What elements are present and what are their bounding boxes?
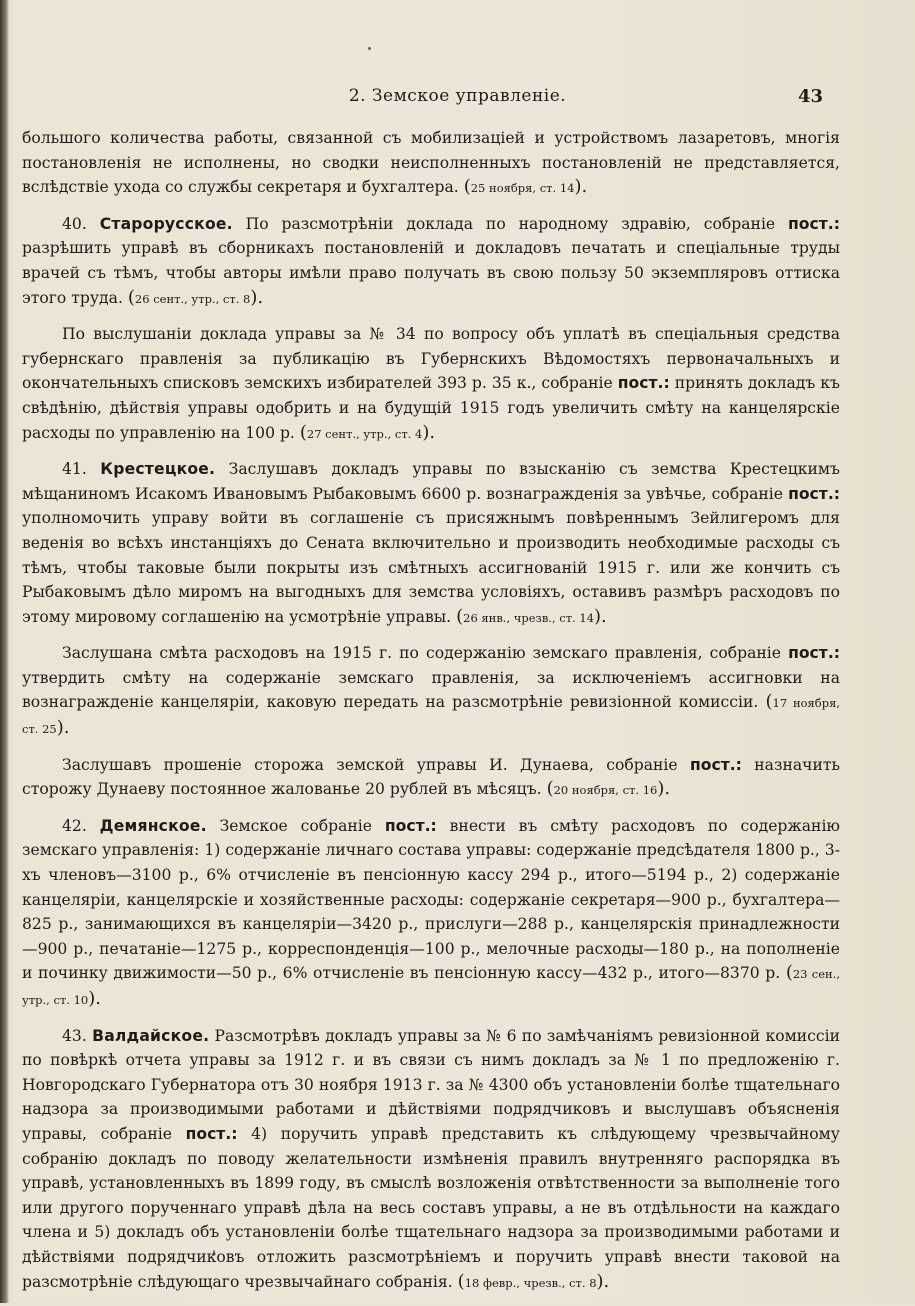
section-number: 42. [62, 816, 87, 835]
ref-paren: ). [422, 421, 436, 443]
section-number: 41. [62, 460, 87, 479]
paper-speck [368, 47, 371, 50]
resolution-marker: пост.: [788, 484, 840, 503]
session-reference: 20 ноября, ст. 16 [553, 783, 658, 798]
session-reference: 26 сент., утр., ст. 8 [134, 291, 251, 306]
ref-paren: ). [250, 286, 264, 308]
paragraph [22, 457, 840, 630]
section-heading: Крестецкое. [100, 460, 216, 479]
ref-paren: ( [765, 691, 773, 713]
paragraph-text: принять докладъ къ свѣдѣнію, дѣйствія управы одобрить и на будущій 1915 годъ увеличить смѣту на канцелярскіе расходы по управленію на 100 р. [22, 374, 840, 442]
paragraph-text: назначить сторожу Дунаеву постоянное жалованье 20 рублей въ мѣсяцъ. [22, 755, 840, 799]
ref-paren: ( [127, 286, 135, 308]
section-number: 40. [62, 214, 87, 233]
paragraph-text: Заслушавъ докладъ управы по взысканію съ земства Крестецкимъ мѣщаниномъ Исакомъ Ивановымъ Рыбаковымъ 6600 р. вознагражденія за увѣчье, собраніе [22, 460, 840, 503]
ref-paren: ). [596, 1270, 610, 1292]
ref-paren: ). [574, 176, 588, 198]
resolution-marker: пост.: [689, 755, 742, 774]
paragraph-text: По выслушаніи доклада управы за № 34 по вопросу объ уплатѣ въ спеціальныя средства губернскаго правленія за публикацію въ Губернскихъ Вѣдомостяхъ первоначальныхъ и окончательныхъ списковъ земскихъ избирателей 393 р. 35 к., собраніе [22, 325, 840, 393]
ref-paren: ). [657, 778, 671, 800]
session-reference: 26 янв., чрезв., ст. 14 [463, 610, 595, 625]
ref-paren: ( [456, 605, 464, 627]
paragraph-text: Заслушана смѣта расходовъ на 1915 г. по содержанію земскаго правленія, собраніе [62, 644, 782, 663]
section-number: 43. [62, 1026, 87, 1045]
ref-paren: ( [457, 1270, 465, 1292]
paragraph-text: уполномочить управу войти въ соглашеніе съ присяжнымъ повѣреннымъ Зейлигеромъ для веденія во всѣхъ инстанціяхъ до Сената включительно и производить необходимые расходы съ тѣмъ, чтобы таковые были покрыты изъ смѣтныхъ ассигнованій 1915 г. или же кончить съ Рыбаковымъ дѣло миромъ на выгодныхъ для земства условіяхъ, оставивъ размѣръ расходовъ по этому мировому соглашенію на усмотрѣніе управы. [22, 509, 840, 626]
resolution-marker: пост.: [788, 644, 840, 663]
paragraph-text: По разсмотрѣніи доклада по народному здравію, собраніе [245, 214, 776, 233]
paragraph-text: Земское собраніе [219, 816, 372, 835]
paragraph [22, 1024, 840, 1296]
paragraph [22, 814, 840, 1013]
session-reference: 18 февр., чрезв., ст. 8 [464, 1275, 597, 1290]
ref-paren: ). [56, 717, 70, 739]
paragraph-text: разрѣшить управѣ въ сборникахъ постановленій и докладовъ печатать и спеціальные труды врачей съ тѣмъ, чтобы авторы имѣли право получать въ свою пользу 50 экземпляровъ оттиска этого труда. [22, 239, 840, 307]
ref-paren: ( [299, 421, 307, 443]
paragraph-text: утвердить смѣту на содержаніе земскаго правленія, за исключеніемъ ассигновки на вознагражденіе канцеляріи, каковую передать на разсмотрѣніе ревизіонной комиссіи. [22, 668, 840, 712]
ref-paren: ( [463, 176, 471, 198]
session-reference: 23 сен., утр., ст. 10 [22, 967, 840, 1007]
resolution-marker: пост.: [384, 816, 437, 835]
page-number: 43 [797, 86, 823, 107]
paragraph-text: Разсмотрѣвъ докладъ управы за № 6 по замѣчаніямъ ревизіонной комиссіи по повѣркѣ отчета управы за 1912 г. и въ связи съ нимъ докладъ за № 1 по предложенію г. Новгородскаго Губернатора отъ 30 ноября 1913 г. за № 4300 объ установленіи болѣе тщательнаго надзора за производимыми работами и дѣйствіями подрядчиковъ и выслушавъ объясненія управы, собраніе [22, 1026, 840, 1143]
session-reference: 17 ноября, ст. 25 [22, 696, 841, 737]
resolution-marker: пост.: [788, 214, 840, 233]
section-heading: Валдайское. [92, 1026, 210, 1045]
paragraph [22, 753, 840, 803]
paragraph [22, 322, 840, 446]
session-reference: 25 ноября, ст. 14 [470, 181, 575, 196]
section-heading: Старорусское. [99, 214, 233, 233]
resolution-marker: пост.: [185, 1124, 238, 1143]
paragraph [22, 126, 840, 201]
page-body [22, 126, 840, 1306]
paragraph [22, 212, 840, 311]
running-title: 2. Земское управленіе. [348, 86, 567, 106]
session-reference: 27 сент., утр., ст. 4 [306, 426, 423, 441]
book-spine-shadow [0, 0, 9, 1303]
paragraph-text: внести въ смѣту расходовъ по содержанію земскаго управленія: 1) содержаніе личнаго состава управы: содержаніе предсѣдателя 1800 р., 3-хъ членовъ—3100 р., 6% отчисленіе въ пенсіонную кассу 294 р., итого—5194 р., 2) содержаніе канцеляріи, канцелярскіе и хозяйственные расходы: содержаніе секретаря—900 р., бухгалтера—825 р., занимающихся въ канцеляріи—3420 р., прислуги—288 р., канцелярскія принадлежности—900 р., печатаніе—1275 р., корреспонденція—100 р., мелочные расходы—180 р., на пополненіе и починку движимости—50 р., 6% отчисленіе въ пенсіонную кассу—432 р., итого—8370 р. [22, 816, 841, 983]
paragraph [22, 641, 840, 741]
section-heading: Демянское. [99, 816, 207, 835]
paragraph-text: 4) поручить управѣ представить къ слѣдующему чрезвычайному собранію докладъ по поводу желательности измѣненія правилъ внутренняго распорядка въ управѣ, установленныхъ въ 1899 году, въ смыслѣ возложенія отвѣтственности за выполненіе того или другого порученнаго управѣ дѣла на весь составъ управы, а не въ отдѣльности на каждаго члена и 5) докладъ объ установленіи болѣе тщательнаго надзора за производимыми работами и дѣйствіями подрядчиковъ отложить разсмотрѣніемъ и поручить управѣ внести таковой на разсмотрѣніе слѣдующаго чрезвычайнаго собранія. [22, 1124, 840, 1291]
resolution-marker: пост.: [617, 374, 670, 393]
ref-paren: ). [594, 605, 607, 627]
ref-paren: ( [785, 962, 793, 984]
paragraph-text: большого количества работы, связанной съ мобилизаціей и устройствомъ лазаретовъ, многія постановленія не исполнены, но сводки неисполненныхъ постановленій не представляется, вслѣдствіе ухода со службы секретаря и бухгалтера. [22, 129, 840, 197]
ref-paren: ). [88, 988, 101, 1009]
paragraph-text: Заслушавъ прошеніе сторожа земской управы И. Дунаева, собраніе [62, 755, 678, 774]
page-header [0, 86, 915, 112]
ref-paren: ( [546, 778, 554, 800]
